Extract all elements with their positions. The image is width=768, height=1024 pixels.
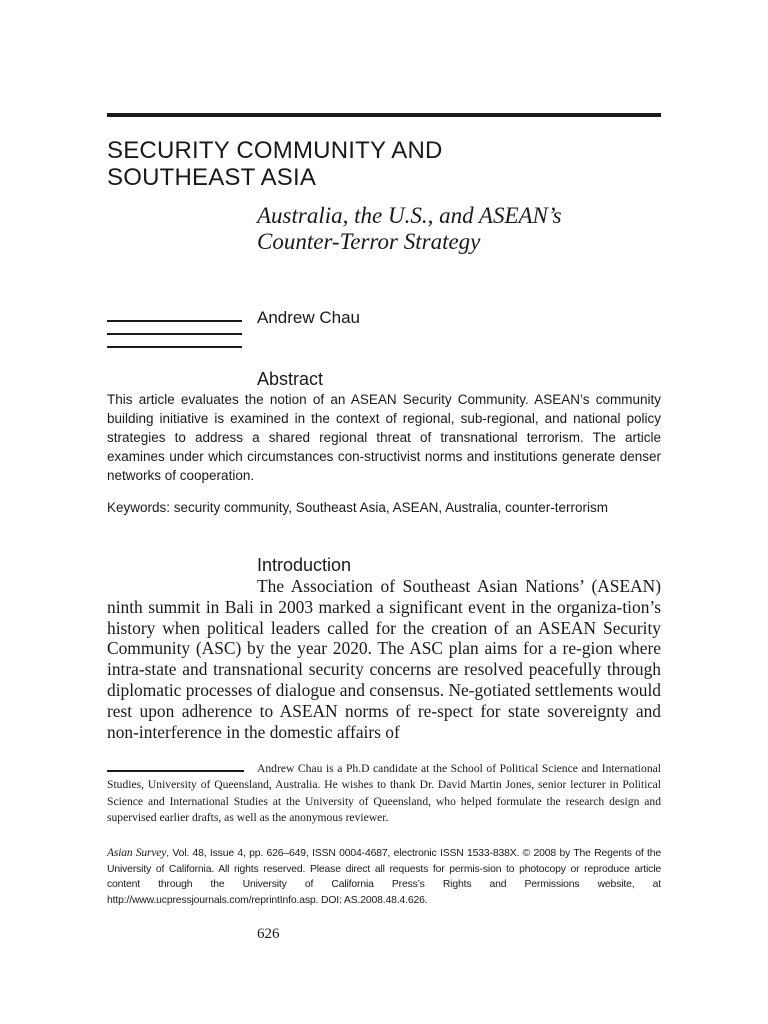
author-decorative-lines	[107, 320, 242, 359]
introduction-heading: Introduction	[257, 555, 352, 575]
introduction-text: The Association of Southeast Asian Nations’ (ASEAN) ninth summit in Bali in 2003 marked a significant event in the organiza-tion’s history when political leaders called for the creation of an ASEAN Security Community (ASC) by the year 2020. The ASC plan aims for a re-gion where intra-state and transnational security concerns are resolved peacefully through diplomatic processes of dialogue and consensus. Ne-gotiated settlements would rest upon adherence to ASEAN norms of re-spect for state sovereignty and non-interference in the domestic affairs of	[107, 576, 661, 742]
author-footnote: Andrew Chau is a Ph.D candidate at the School of Political Science and International Studies, University of Queensland, Australia. He wishes to thank Dr. David Martin Jones, senior lecturer in Political Science and International Studies at the University of Queensland, who helped formulate the research design and supervised earlier drafts, as well as the anonymous reviewer.	[107, 762, 661, 824]
abstract-heading: Abstract	[257, 369, 324, 389]
article-subtitle-line-1: Australia, the U.S., and ASEAN’s	[257, 203, 562, 228]
article-title	[107, 137, 667, 191]
keywords: Keywords: security community, Southeast Asia, ASEAN, Australia, counter-terrorism	[107, 500, 608, 515]
author-name: Andrew Chau	[257, 308, 361, 327]
decorative-line	[107, 333, 242, 335]
article-subtitle-line-2: Counter-Terror Strategy	[257, 229, 481, 254]
decorative-line	[107, 346, 242, 348]
article-title-line-1: SECURITY COMMUNITY AND	[107, 137, 443, 164]
decorative-line	[107, 320, 242, 322]
top-rule	[107, 113, 661, 117]
journal-name: Asian Survey	[107, 847, 167, 859]
citation-info	[107, 846, 661, 908]
abstract-text: This article evaluates the notion of an ASEAN Security Community. ASEAN’s community building initiative is examined in the context of regional, sub-regional, and national policy strategies to address a shared regional threat of transnational terrorism. The article examines under which circumstances con-structivist norms and institutions generate denser networks of cooperation.	[107, 392, 661, 483]
citation-text: , Vol. 48, Issue 4, pp. 626–649, ISSN 0004-4687, electronic ISSN 1533-838X. © 2008 by The Regents of the University of California. All rights reserved. Please direct all requests for permis-sion to photocopy or reproduce article content through the University of California Press’s Rights and Permissions website, at http://www.ucpressjournals.com/reprintInfo.asp. DOI: AS.2008.48.4.626.	[107, 848, 661, 906]
article-subtitle	[257, 203, 677, 255]
article-title-line-2: SOUTHEAST ASIA	[107, 164, 317, 191]
page-number: 626	[257, 926, 280, 942]
